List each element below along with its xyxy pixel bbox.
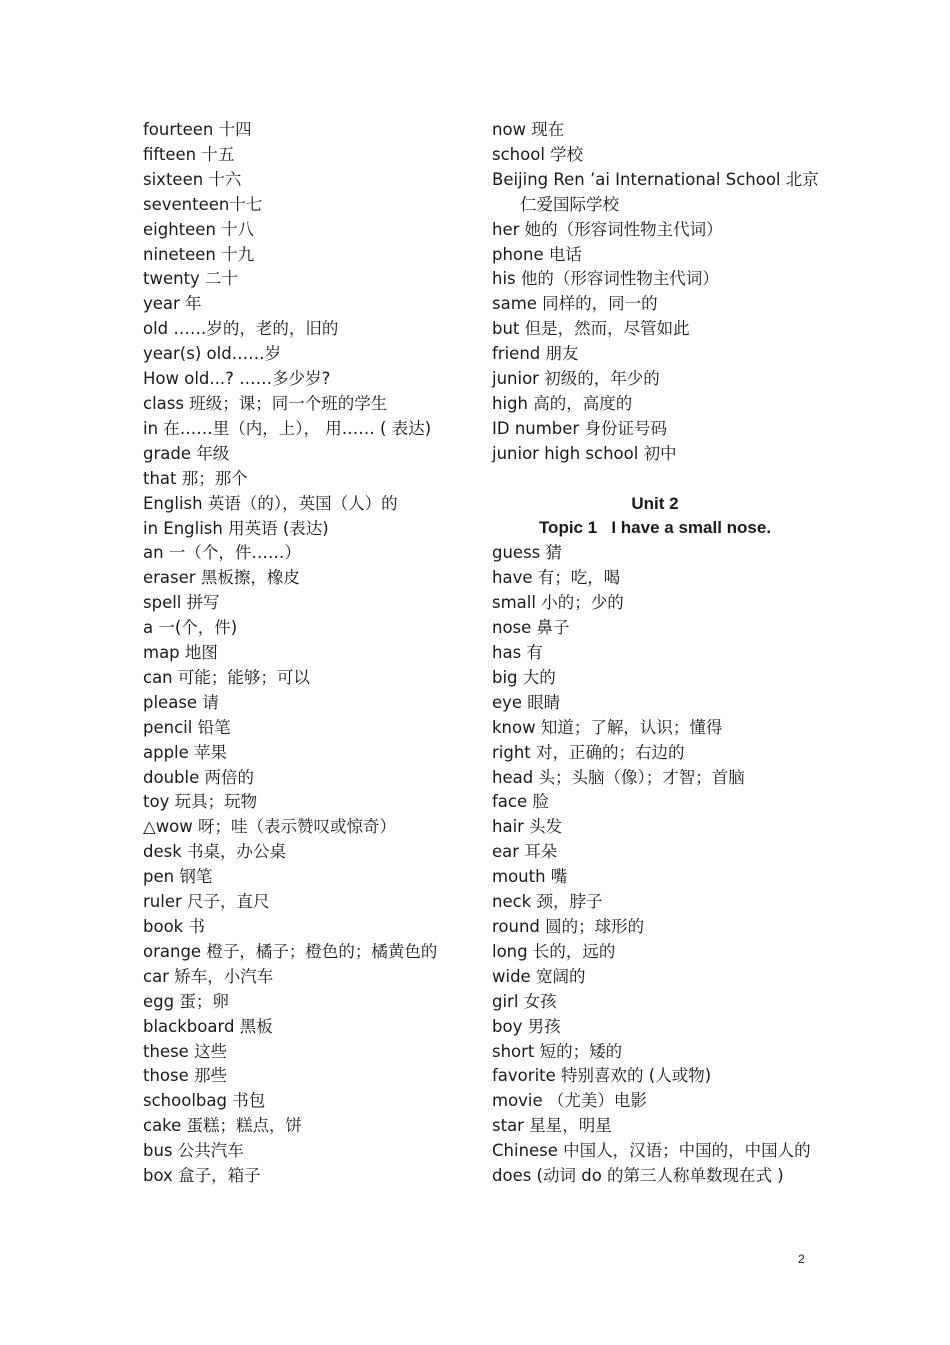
vocabulary-entry: desk 书桌，办公桌 (143, 842, 287, 862)
vocabulary-entry: blackboard 黑板 (143, 1016, 273, 1036)
vocabulary-entry: eighteen 十八 (143, 219, 255, 239)
vocabulary-entry: schoolbag 书包 (143, 1091, 266, 1111)
vocabulary-entry: △wow 呀；哇（表示赞叹或惊奇） (143, 817, 397, 837)
vocabulary-entry: does (动词 do 的第三人称单数现在式 ) (492, 1166, 784, 1186)
unit-heading: Unit 2 (631, 493, 679, 513)
vocabulary-entry: junior 初级的，年少的 (492, 369, 660, 389)
vocabulary-entry: Chinese 中国人，汉语；中国的，中国人的 (492, 1141, 811, 1161)
vocabulary-entry: ID number 身份证号码 (492, 418, 667, 438)
vocabulary-entry: book 书 (143, 917, 205, 936)
vocabulary-entry: class 班级；课；同一个班的学生 (143, 393, 388, 413)
vocabulary-entry: right 对，正确的；右边的 (492, 742, 685, 762)
vocabulary-entry: egg 蛋；卵 (143, 991, 229, 1011)
vocabulary-entry: nose 鼻子 (492, 618, 570, 638)
vocabulary-entry: hair 头发 (492, 817, 563, 837)
vocabulary-entry: high 高的，高度的 (492, 393, 633, 413)
vocabulary-entry: favorite 特别喜欢的 (人或物) (492, 1066, 712, 1086)
topic-heading: Topic 1 I have a small nose. (538, 518, 772, 538)
vocabulary-entry: big 大的 (492, 667, 556, 687)
vocabulary-entry: fifteen 十五 (143, 144, 235, 164)
vocabulary-entry: map 地图 (143, 643, 218, 663)
vocabulary-entry: now 现在 (492, 120, 565, 139)
vocabulary-entry: in 在……里（内，上）， 用…… ( 表达) (143, 418, 432, 438)
vocabulary-entry: How old...? ……多少岁? (143, 369, 331, 389)
vocabulary-entry: wide 宽阔的 (492, 966, 586, 986)
vocabulary-entry: please 请 (143, 692, 219, 712)
vocabulary-entry: spell 拼写 (143, 593, 220, 613)
vocabulary-entry: round 圆的；球形的 (492, 916, 645, 936)
vocabulary-entry: small 小的；少的 (492, 593, 624, 613)
vocabulary-entry: fourteen 十四 (143, 120, 252, 139)
vocabulary-entry: same 同样的，同一的 (492, 294, 658, 314)
vocabulary-entry: junior high school 初中 (492, 443, 677, 463)
vocabulary-entry: car 矫车，小汽车 (143, 966, 274, 986)
vocabulary-entry: long 长的，远的 (492, 941, 616, 961)
vocabulary-entry: grade 年级 (143, 443, 230, 463)
vocabulary-entry: toy 玩具；玩物 (143, 792, 258, 812)
vocabulary-entry: year(s) old……岁 (143, 344, 282, 364)
vocabulary-entry: those 那些 (143, 1066, 228, 1086)
vocabulary-entry: that 那；那个 (143, 468, 248, 488)
vocabulary-entry: an 一（个，件……） (143, 543, 301, 563)
vocabulary-entry: pen 钢笔 (143, 867, 213, 887)
vocabulary-entry: boy 男孩 (492, 1016, 561, 1036)
vocabulary-entry: his 他的（形容词性物主代词） (492, 269, 719, 289)
vocabulary-entry: guess 猜 (492, 543, 563, 563)
vocabulary-entry: year 年 (143, 294, 202, 314)
vocabulary-entry: orange 橙子，橘子；橙色的；橘黄色的 (143, 941, 438, 961)
vocabulary-entry: has 有 (492, 643, 543, 663)
vocabulary-entry: bus 公共汽车 (143, 1141, 244, 1161)
vocabulary-entry: neck 颈，脖子 (492, 892, 603, 912)
vocabulary-entry: head 头；头脑（像）；才智；首脑 (492, 767, 745, 787)
vocabulary-entry: pencil 铅笔 (143, 717, 231, 737)
vocabulary-column-left (143, 118, 463, 1189)
vocabulary-entry: twenty 二十 (143, 269, 239, 289)
vocabulary-list-unit1-end (492, 118, 822, 467)
vocabulary-column-right (492, 118, 822, 1189)
vocabulary-entry: her 她的（形容词性物主代词） (492, 219, 723, 239)
vocabulary-entry: double 两倍的 (143, 767, 254, 787)
vocabulary-entry: short 短的；矮的 (492, 1041, 623, 1061)
vocabulary-entry: eraser 黑板擦，橡皮 (143, 568, 300, 588)
vocabulary-entry: ruler 尺子，直尺 (143, 892, 270, 912)
vocabulary-entry: can 可能；能够；可以 (143, 667, 310, 687)
vocabulary-entry: phone 电话 (492, 244, 582, 264)
vocabulary-entry: cake 蛋糕；糕点，饼 (143, 1116, 303, 1136)
vocabulary-entry: face 脸 (492, 792, 549, 812)
vocabulary-entry: school 学校 (492, 144, 584, 164)
vocabulary-entry: old ……岁的，老的，旧的 (143, 319, 339, 339)
vocabulary-entry: a 一(个，件) (143, 618, 238, 638)
vocabulary-list-unit2-topic1 (492, 541, 822, 1189)
vocabulary-entry: English 英语（的），英国（人）的 (143, 493, 398, 513)
vocabulary-entry: seventeen十七 (143, 194, 263, 214)
vocabulary-entry: movie （尤美）电影 (492, 1091, 647, 1111)
vocabulary-entry: ear 耳朵 (492, 842, 558, 862)
vocabulary-entry: nineteen 十九 (143, 244, 255, 264)
vocabulary-entry: these 这些 (143, 1041, 228, 1061)
vocabulary-entry: in English 用英语 (表达) (143, 518, 329, 538)
section-spacer (492, 467, 822, 492)
vocabulary-entry: Beijing Ren ’ai International School 北京仁爱国际学校 (492, 169, 819, 214)
vocabulary-entry: have 有；吃，喝 (492, 568, 621, 588)
vocabulary-entry: box 盒子，箱子 (143, 1166, 261, 1186)
vocabulary-entry: friend 朋友 (492, 344, 579, 364)
vocabulary-entry: but 但是，然而，尽管如此 (492, 319, 690, 339)
vocabulary-entry: apple 苹果 (143, 742, 228, 762)
vocabulary-entry: know 知道；了解，认识；懂得 (492, 717, 723, 737)
page-number: 2 (798, 1252, 805, 1266)
vocabulary-entry: sixteen 十六 (143, 169, 242, 189)
vocabulary-entry: girl 女孩 (492, 991, 557, 1011)
vocabulary-entry: eye 眼睛 (492, 692, 561, 712)
vocabulary-entry: star 星星，明星 (492, 1116, 612, 1136)
vocabulary-entry: mouth 嘴 (492, 867, 568, 887)
